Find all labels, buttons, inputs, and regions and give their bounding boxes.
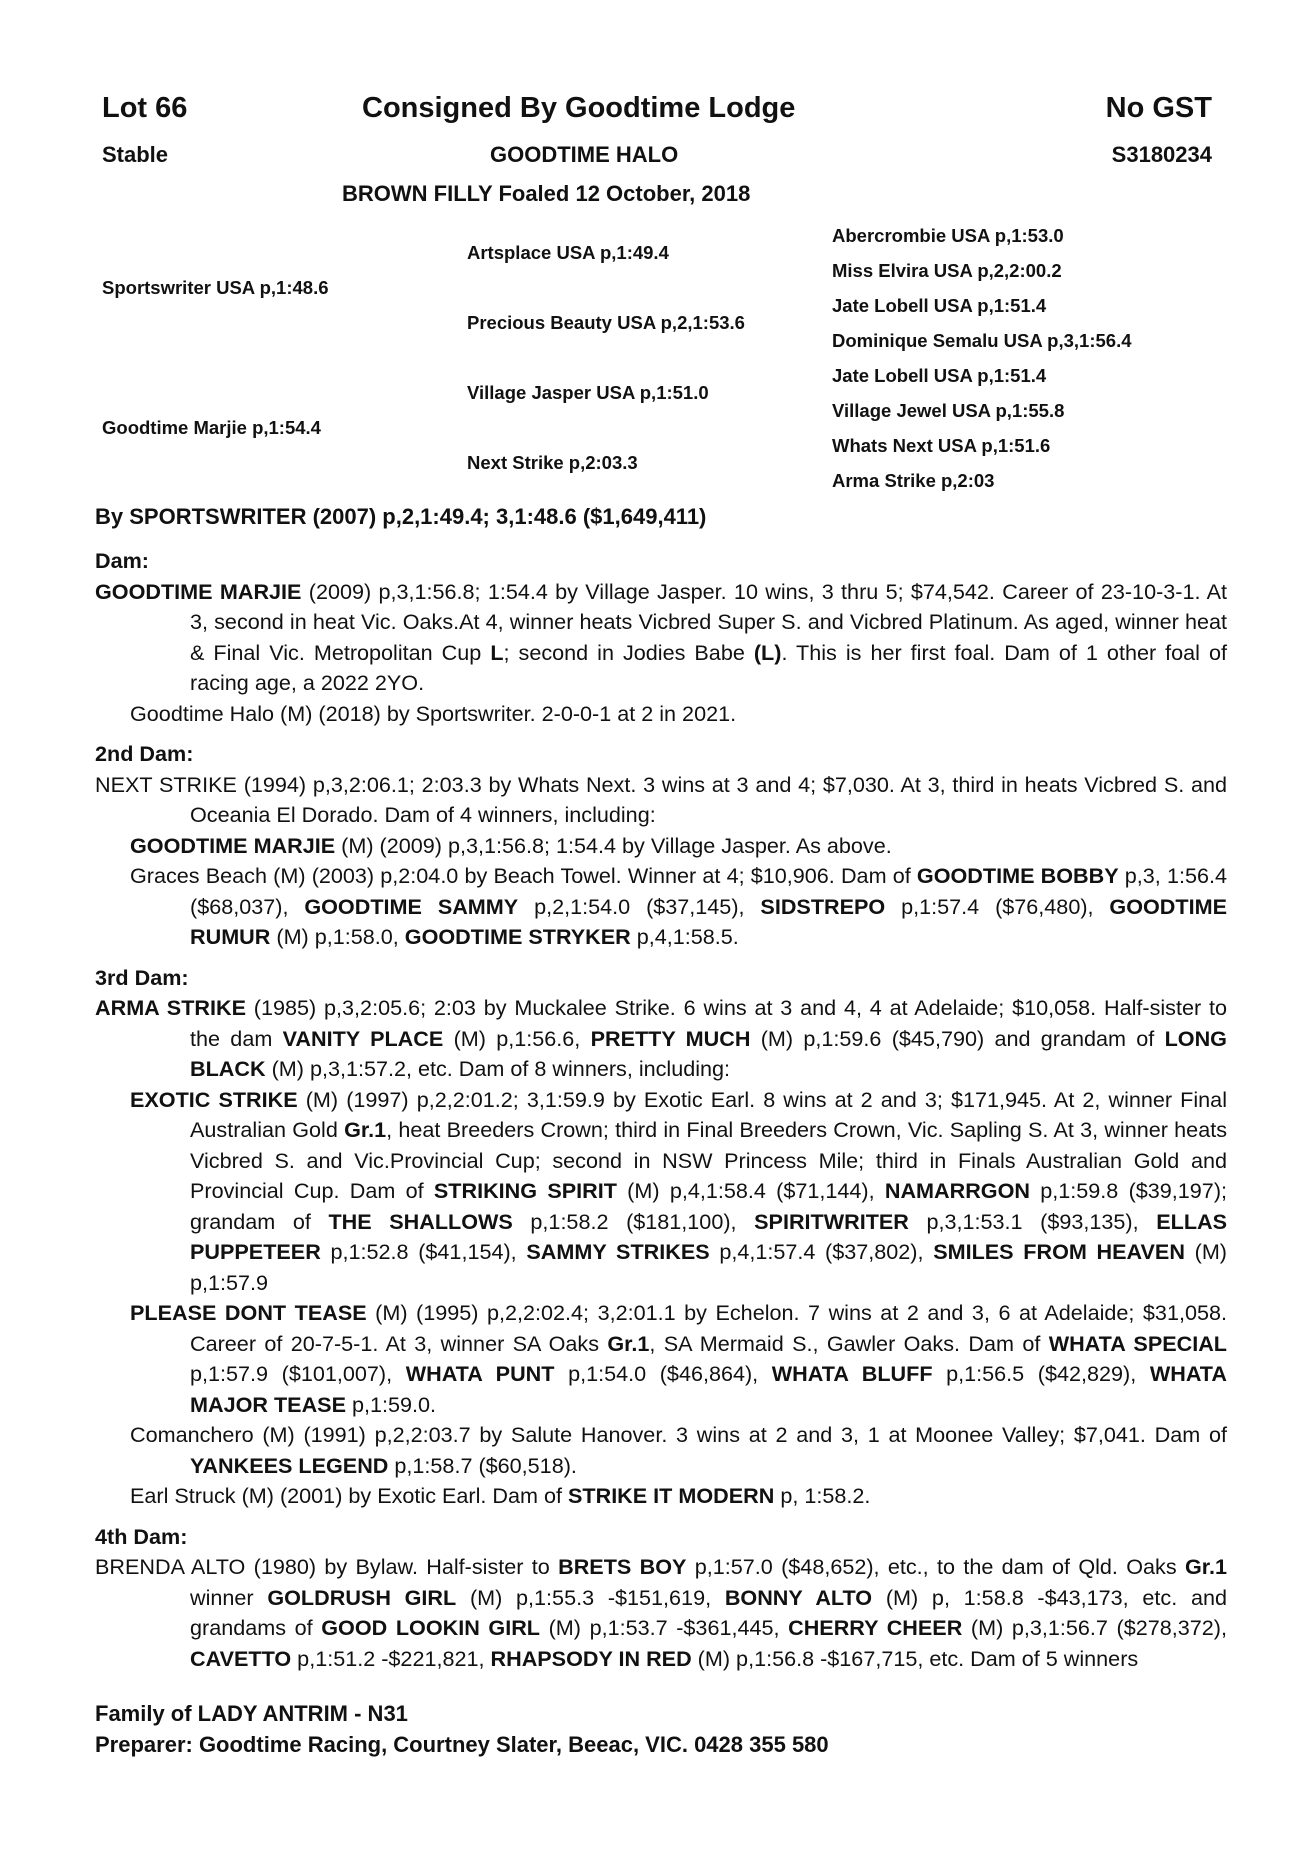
bold-text-run: WHATA BLUFF [771, 1361, 933, 1386]
family-line: Family of LADY ANTRIM - N31 [95, 1701, 408, 1726]
bold-text-run: WHATA MAJOR TEASE [190, 1361, 1227, 1417]
bold-text-run: SAMMY STRIKES [526, 1239, 710, 1264]
bold-text-run: Gr.1 [607, 1330, 650, 1356]
bold-text-run: PRETTY MUCH [590, 1025, 751, 1051]
text-run: (M) (1995) p,2,2:02.4; 3,2:01.1 by Echelon. 7 wins at 2 and 3, 6 at Adelaide; $31,058. Career of 20-7-5-1. At 3, winner SA Oaks [190, 1300, 1227, 1356]
pedigree-gen3-5: Jate Lobell USA p,1:51.4 [832, 365, 1047, 386]
text-run: Comanchero (M) (1991) p,2,2:03.7 by Salute Hanover. 3 wins at 2 and 3, 1 at Moonee Valley; $7,041. Dam of [130, 1422, 1227, 1447]
text-run: (M) p,1:59.6 ($45,790) and grandam of [750, 1025, 1165, 1051]
text-run: Graces Beach (M) (2003) p,2:04.0 by Beach Towel. Winner at 4; $10,906. Dam of [130, 863, 917, 888]
bold-text-run: Gr.1 [1184, 1554, 1228, 1579]
pedigree-gen3-6: Village Jewel USA p,1:55.8 [832, 400, 1065, 421]
progeny-entry [95, 861, 1227, 953]
bold-text-run: GOODTIME SAMMY [304, 893, 519, 919]
text-run: (M) (2009) p,3,1:56.8; 1:54.4 by Village Jasper. As above. [335, 832, 892, 858]
text-run: p,1:56.5 ($42,829), [932, 1361, 1150, 1386]
bold-text-run: STRIKE IT MODERN [568, 1483, 775, 1508]
text-run: (2009) p,3,1:56.8; 1:54.4 by Village Jasper. 10 wins, 3 thru 5; $74,542. Career of 23-10-3-1. At 3, second in heat Vic. Oaks.At 4, winner heats Vicbred Super S. and Vicbred Platinum. As aged, winner heat & Final Vic. Metropolitan Cup [190, 578, 1227, 665]
progeny-entry [95, 1420, 1227, 1481]
pedigree-gen3-4: Dominique Semalu USA p,3,1:56.4 [832, 330, 1132, 351]
bold-text-run: ELLAS PUPPETEER [190, 1208, 1228, 1264]
bold-text-run: WHATA SPECIAL [1048, 1330, 1227, 1356]
bold-text-run: SPIRITWRITER [754, 1208, 909, 1234]
text-run: (M) p,3,1:57.2, etc. Dam of 8 winners, including: [265, 1056, 731, 1081]
pedigree-gen3-1: Abercrombie USA p,1:53.0 [832, 225, 1064, 246]
bold-text-run: GOODTIME BOBBY [916, 863, 1119, 888]
text-run: p,1:59.8 ($39,197); grandam of [190, 1178, 1228, 1234]
bold-text-run: GOODTIME MARJIE [95, 578, 302, 604]
pedigree-gen3-8: Arma Strike p,2:03 [832, 470, 995, 491]
preparer-line: Preparer: Goodtime Racing, Courtney Slater, Beeac, VIC. 0428 355 580 [95, 1732, 829, 1757]
text-run: (M) p,1:58.0, [270, 924, 405, 949]
text-run: (1985) p,3,2:05.6; 2:03 by Muckalee Strike. 6 wins at 3 and 4, 4 at Adelaide; $10,058. Half-sister to the dam [190, 995, 1228, 1051]
pedigree-sire-dam: Precious Beauty USA p,2,1:53.6 [467, 312, 745, 333]
text-run: Earl Struck (M) (2001) by Exotic Earl. Dam of [130, 1483, 568, 1508]
horse-description: BROWN FILLY Foaled 12 October, 2018 [342, 181, 751, 206]
pedigree-dam: Goodtime Marjie p,1:54.4 [102, 417, 321, 438]
text-run: winner [190, 1584, 268, 1610]
horse-name: GOODTIME HALO [490, 142, 679, 167]
bold-text-run: CAVETTO [190, 1645, 292, 1671]
bold-text-run: VANITY PLACE [282, 1025, 444, 1051]
dam-entry [95, 577, 1227, 699]
bold-text-run: YANKEES LEGEND [190, 1452, 389, 1478]
bold-text-run: GOODTIME RUMUR [190, 893, 1227, 949]
bold-text-run: (L) [753, 639, 782, 665]
text-run: p,1:58.2 ($181,100), [512, 1208, 755, 1234]
bold-text-run: BRETS BOY [558, 1554, 687, 1579]
progeny-entry [95, 1481, 1227, 1512]
text-run: p, 1:58.2. [774, 1483, 871, 1508]
text-run: (M) p,1:56.6, [443, 1025, 591, 1051]
text-run: (M) p,1:56.8 -$167,715, etc. Dam of 5 winners [691, 1645, 1139, 1671]
bold-text-run: RHAPSODY IN RED [490, 1645, 692, 1671]
bold-text-run: CHERRY CHEER [788, 1615, 963, 1640]
pedigree-gen3-2: Miss Elvira USA p,2,2:00.2 [832, 260, 1062, 281]
pedigree-gen3-3: Jate Lobell USA p,1:51.4 [832, 295, 1047, 316]
progeny-entry [95, 699, 1227, 730]
bold-text-run: SMILES FROM HEAVEN [933, 1239, 1185, 1264]
catalogue-body [95, 546, 1227, 1674]
pedigree-gen3-7: Whats Next USA p,1:51.6 [832, 435, 1051, 456]
text-run: p,1:54.0 ($46,864), [554, 1361, 772, 1386]
dam-entry [95, 993, 1227, 1085]
bold-text-run: GOOD LOOKIN GIRL [321, 1615, 540, 1640]
text-run: p,3,1:53.1 ($93,135), [908, 1208, 1157, 1234]
text-run: , SA Mermaid S., Gawler Oaks. Dam of [649, 1330, 1049, 1356]
dam-entry [95, 770, 1227, 831]
bold-text-run: GOODTIME MARJIE [130, 832, 336, 858]
text-run: p,1:52.8 ($41,154), [320, 1239, 527, 1264]
bold-text-run: NAMARRGON [884, 1178, 1030, 1203]
pedigree-sire-sire: Artsplace USA p,1:49.4 [467, 242, 669, 263]
text-run: Goodtime Halo (M) (2018) by Sportswriter. 2-0-0-1 at 2 in 2021. [130, 700, 737, 726]
pedigree-dam-dam: Next Strike p,2:03.3 [467, 452, 638, 473]
progeny-entry [95, 1298, 1227, 1420]
text-run: p,1:57.4 ($76,480), [885, 893, 1110, 919]
bold-text-run: GOODTIME STRYKER [404, 924, 631, 949]
bold-text-run: WHATA PUNT [405, 1361, 555, 1386]
stable-label: Stable [102, 142, 169, 167]
text-run: p,4,1:58.5. [630, 924, 739, 949]
text-run: (M) p,1:53.7 -$361,445, [540, 1615, 789, 1640]
section-heading: 3rd Dam: [95, 964, 189, 990]
text-run: p,1:59.0. [345, 1391, 437, 1417]
text-run: p,1:57.9 ($101,007), [190, 1361, 406, 1386]
text-run: p,2,1:54.0 ($37,145), [518, 893, 761, 919]
text-run: p,3, 1:56.4 ($68,037), [190, 863, 1228, 919]
text-run: (M) p,1:55.3 -$151,619, [456, 1584, 725, 1610]
bold-text-run: STRIKING SPIRIT [433, 1178, 617, 1203]
text-run: p,1:57.0 ($48,652), etc., to the dam of Qld. Oaks [686, 1554, 1185, 1579]
bold-text-run: BONNY ALTO [724, 1584, 873, 1610]
text-run: (M) p,3,1:56.7 ($278,372), [962, 1615, 1227, 1640]
text-run: , heat Breeders Crown; third in Final Breeders Crown, Vic. Sapling S. At 3, winner heats Vicbred S. and Vic.Provincial Cup; second in NSW Princess Mile; third in Finals Australian Gold and Provincial Cup. Dam of [190, 1117, 1227, 1203]
text-run: (M) (1997) p,2,2:01.2; 3,1:59.9 by Exotic Earl. 8 wins at 2 and 3; $171,945. At 2, winner Final Australian Gold [190, 1086, 1227, 1142]
text-run: p,4,1:57.4 ($37,802), [709, 1239, 934, 1264]
bold-text-run: THE SHALLOWS [328, 1208, 513, 1234]
consignor-title: Consigned By Goodtime Lodge [362, 92, 796, 124]
text-run: p,1:58.7 ($60,518). [388, 1452, 577, 1478]
text-run: ; second in Jodies Babe [503, 639, 754, 665]
text-run: p,1:51.2 -$221,821, [291, 1645, 491, 1671]
bold-text-run: GOLDRUSH GIRL [267, 1584, 457, 1610]
bold-text-run: ARMA STRIKE [95, 995, 246, 1020]
pedigree-dam-sire: Village Jasper USA p,1:51.0 [467, 382, 709, 403]
bold-text-run: L [490, 639, 504, 665]
lot-number: Lot 66 [102, 92, 188, 124]
section-heading: Dam: [95, 548, 149, 573]
text-run: BRENDA ALTO (1980) by Bylaw. Half-sister to [95, 1554, 559, 1579]
sire-summary: By SPORTSWRITER (2007) p,2,1:49.4; 3,1:48.6 ($1,649,411) [95, 504, 707, 529]
bold-text-run: EXOTIC STRIKE [130, 1086, 298, 1112]
text-run: (M) p,4,1:58.4 ($71,144), [616, 1178, 885, 1203]
text-run: . This is her first foal. Dam of 1 other foal of racing age, a 2022 2YO. [190, 639, 1227, 695]
section-heading: 4th Dam: [95, 1523, 188, 1549]
text-run: (M) p, 1:58.8 -$43,173, etc. and grandams of [190, 1584, 1227, 1640]
horse-code: S3180234 [1111, 142, 1212, 167]
section-heading: 2nd Dam: [95, 741, 194, 766]
text-run: (M) p,1:57.9 [190, 1239, 1227, 1295]
progeny-entry [95, 1085, 1227, 1299]
progeny-entry [95, 831, 1227, 862]
bold-text-run: SIDSTREPO [760, 893, 886, 919]
pedigree-sire: Sportswriter USA p,1:48.6 [102, 277, 329, 298]
bold-text-run: PLEASE DONT TEASE [130, 1300, 367, 1325]
dam-entry [95, 1552, 1227, 1674]
text-run: NEXT STRIKE (1994) p,3,2:06.1; 2:03.3 by Whats Next. 3 wins at 3 and 4; $7,030. At 3, third in heats Vicbred S. and Oceania El Dorado. Dam of 4 winners, including: [95, 771, 1227, 827]
bold-text-run: Gr.1 [344, 1117, 387, 1142]
bold-text-run: LONG BLACK [190, 1025, 1227, 1081]
gst-status: No GST [1105, 92, 1212, 124]
